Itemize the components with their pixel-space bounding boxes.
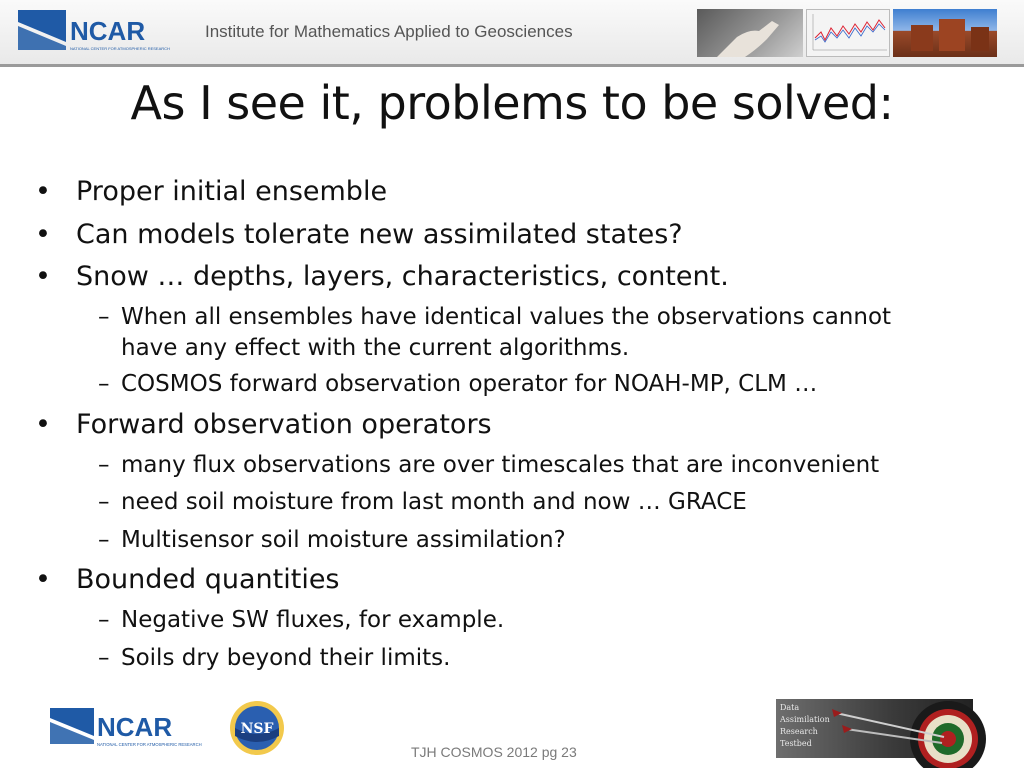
ncar-logo <box>18 10 170 54</box>
bullet-dot: • <box>35 261 51 292</box>
dart-label-line: Testbed <box>780 739 812 748</box>
sub-bullet-dash: – <box>98 304 110 330</box>
sub-bullet-text-continued: have any effect with the current algorithms. <box>121 335 630 361</box>
bullet-text: Proper initial ensemble <box>76 176 388 207</box>
ncar-logo-subtext: NATIONAL CENTER FOR ATMOSPHERIC RESEARCH <box>70 46 170 51</box>
dart-label-line: Research <box>780 727 818 736</box>
sub-bullet-text: Soils dry beyond their limits. <box>121 645 451 671</box>
sub-bullet-dash: – <box>98 607 110 633</box>
sub-bullet-text: Negative SW fluxes, for example. <box>121 607 505 633</box>
sub-bullet-text: COSMOS forward observation operator for NOAH-MP, CLM … <box>121 371 818 397</box>
sub-bullet-dash: – <box>98 452 110 478</box>
bullet-dot: • <box>35 219 51 250</box>
sub-bullet-dash: – <box>98 527 110 553</box>
bullet-text: Forward observation operators <box>76 409 492 440</box>
footer-ncar-subtext: NATIONAL CENTER FOR ATMOSPHERIC RESEARCH <box>97 742 202 747</box>
bullet-text: Can models tolerate new assimilated states? <box>76 219 683 250</box>
bullet-dot: • <box>35 176 51 207</box>
dart-label-line: Assimilation <box>780 715 830 724</box>
sub-bullet-text: When all ensembles have identical values the observations cannot <box>121 304 892 330</box>
footer-ncar-text: NCAR <box>97 712 173 742</box>
header-photo-building <box>893 9 997 57</box>
nsf-logo-text: NSF <box>240 721 274 737</box>
sub-bullet-dash: – <box>98 645 110 671</box>
bullet-dot: • <box>35 564 51 595</box>
header-banner <box>0 0 1024 67</box>
ncar-logo-text: NCAR <box>70 16 146 46</box>
sub-bullet-dash: – <box>98 371 110 397</box>
sub-bullet-text: Multisensor soil moisture assimilation? <box>121 527 566 553</box>
dart-label-line: Data <box>780 703 800 712</box>
bullet-text: Snow … depths, layers, characteristics, content. <box>76 261 729 292</box>
header-photo-chart <box>806 9 890 57</box>
header-photo-hand <box>697 9 803 57</box>
sub-bullet-text: many flux observations are over timescales that are inconvenient <box>121 452 880 478</box>
page-footer-label: TJH COSMOS 2012 pg 23 <box>411 744 577 760</box>
footer-ncar-logo <box>50 706 200 752</box>
bullet-text: Bounded quantities <box>76 564 340 595</box>
slide-title: As I see it, problems to be solved: <box>130 76 894 130</box>
nsf-logo <box>229 700 285 756</box>
sub-bullet-dash: – <box>98 489 110 515</box>
sub-bullet-text: need soil moisture from last month and now … GRACE <box>121 489 747 515</box>
institute-name: Institute for Mathematics Applied to Geosciences <box>205 22 573 41</box>
dart-logo <box>776 699 973 758</box>
bullet-dot: • <box>35 409 51 440</box>
